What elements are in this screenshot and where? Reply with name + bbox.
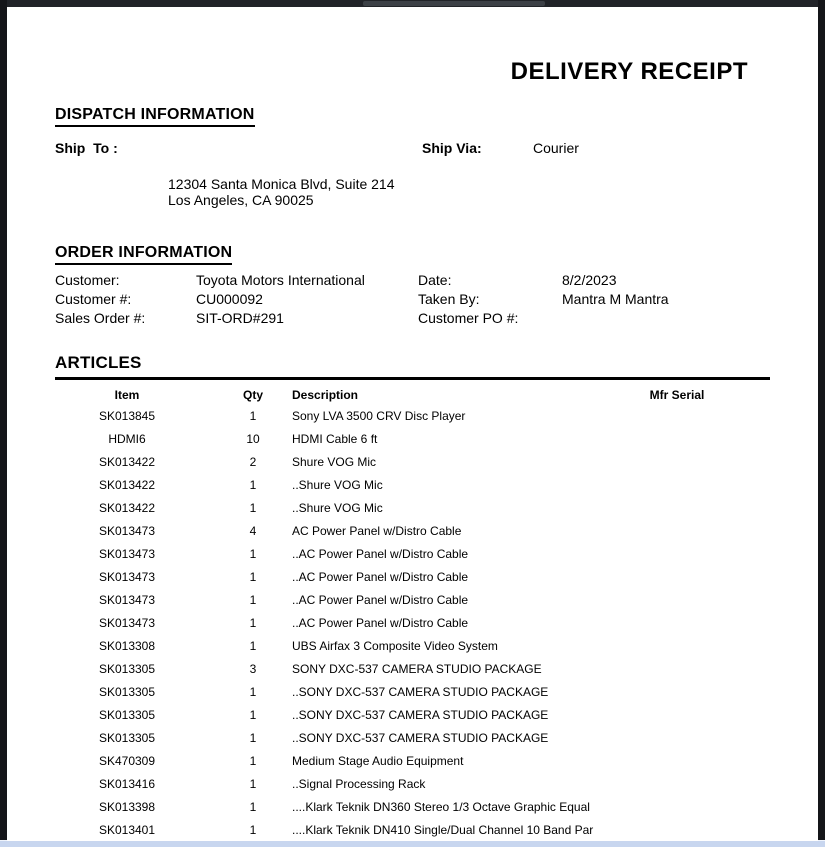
page-title: DELIVERY RECEIPT xyxy=(510,58,748,85)
table-row xyxy=(7,658,818,681)
horizontal-scrollbar-thumb[interactable] xyxy=(363,1,545,6)
ship-via-value: Courier xyxy=(533,140,579,156)
cell-qty: 1 xyxy=(249,639,257,653)
cell-qty: 1 xyxy=(249,777,257,791)
cell-description: ....Klark Teknik DN360 Stereo 1/3 Octave Graphic Equal xyxy=(292,800,590,814)
cell-description: ..Signal Processing Rack xyxy=(292,777,426,791)
taken-by-value: Mantra M Mantra xyxy=(562,291,669,307)
cell-description: Sony LVA 3500 CRV Disc Player xyxy=(292,409,466,423)
address-line-1: 12304 Santa Monica Blvd, Suite 214 xyxy=(168,176,395,192)
table-row xyxy=(7,428,818,451)
order-row-customer-number xyxy=(7,291,818,310)
cell-qty: 4 xyxy=(249,524,257,538)
window-right-border xyxy=(818,0,825,841)
table-row xyxy=(7,750,818,773)
cell-item: SK013305 xyxy=(98,685,156,699)
cell-qty: 10 xyxy=(246,432,260,446)
cell-item: SK013416 xyxy=(98,777,156,791)
cell-item: SK013305 xyxy=(98,731,156,745)
cell-qty: 2 xyxy=(249,455,257,469)
date-label: Date: xyxy=(418,272,452,288)
cell-qty: 1 xyxy=(249,708,257,722)
articles-rows xyxy=(7,405,818,842)
cell-description: ....Klark Teknik DN410 Single/Dual Channel 10 Band Par xyxy=(292,823,594,837)
column-header-description: Description xyxy=(292,388,359,402)
cell-qty: 1 xyxy=(249,593,257,607)
column-header-item: Item xyxy=(114,388,140,402)
table-row xyxy=(7,635,818,658)
cell-description: ..SONY DXC-537 CAMERA STUDIO PACKAGE xyxy=(292,708,549,722)
table-row xyxy=(7,589,818,612)
cell-description: ..Shure VOG Mic xyxy=(292,478,383,492)
table-row xyxy=(7,497,818,520)
cell-description: ..Shure VOG Mic xyxy=(292,501,383,515)
table-row xyxy=(7,773,818,796)
cell-qty: 1 xyxy=(249,478,257,492)
cell-item: SK013422 xyxy=(98,501,156,515)
articles-heading: ARTICLES xyxy=(55,353,142,372)
table-row xyxy=(7,566,818,589)
cell-item: SK013305 xyxy=(98,708,156,722)
cell-qty: 1 xyxy=(249,731,257,745)
articles-table-header xyxy=(7,384,818,407)
cell-qty: 1 xyxy=(249,800,257,814)
order-row-customer xyxy=(7,272,818,291)
cell-description: ..SONY DXC-537 CAMERA STUDIO PACKAGE xyxy=(292,685,549,699)
cell-item: SK013422 xyxy=(98,478,156,492)
taken-by-label: Taken By: xyxy=(418,291,480,307)
cell-item: HDMI6 xyxy=(108,432,146,446)
sales-order-label: Sales Order #: xyxy=(55,310,146,326)
table-row xyxy=(7,451,818,474)
customer-number-label: Customer #: xyxy=(55,291,132,307)
cell-item: SK013473 xyxy=(98,570,156,584)
cell-item: SK013422 xyxy=(98,455,156,469)
customer-number-value: CU000092 xyxy=(196,291,263,307)
table-row xyxy=(7,474,818,497)
cell-item: SK013473 xyxy=(98,593,156,607)
table-row xyxy=(7,543,818,566)
ship-row xyxy=(7,140,818,159)
table-row xyxy=(7,704,818,727)
table-row xyxy=(7,819,818,842)
date-value: 8/2/2023 xyxy=(562,272,617,288)
table-row xyxy=(7,796,818,819)
cell-qty: 1 xyxy=(249,409,257,423)
cell-description: ..AC Power Panel w/Distro Cable xyxy=(292,547,469,561)
delivery-receipt-page xyxy=(7,7,818,841)
cell-qty: 1 xyxy=(249,616,257,630)
cell-qty: 3 xyxy=(249,662,257,676)
window-left-border xyxy=(0,0,7,841)
cell-description: ..AC Power Panel w/Distro Cable xyxy=(292,570,469,584)
cell-qty: 1 xyxy=(249,685,257,699)
cell-description: UBS Airfax 3 Composite Video System xyxy=(292,639,498,653)
ship-to-address xyxy=(168,177,395,208)
table-row xyxy=(7,405,818,428)
cell-item: SK013845 xyxy=(98,409,156,423)
cell-description: Shure VOG Mic xyxy=(292,455,377,469)
cell-description: ..SONY DXC-537 CAMERA STUDIO PACKAGE xyxy=(292,731,549,745)
cell-item: SK013398 xyxy=(98,800,156,814)
cell-description: HDMI Cable 6 ft xyxy=(292,432,378,446)
articles-section-rule xyxy=(55,353,770,380)
cell-description: AC Power Panel w/Distro Cable xyxy=(292,524,462,538)
table-row xyxy=(7,727,818,750)
cell-qty: 1 xyxy=(249,823,257,837)
customer-po-label: Customer PO #: xyxy=(418,310,519,326)
customer-label: Customer: xyxy=(55,272,120,288)
cell-description: ..AC Power Panel w/Distro Cable xyxy=(292,616,469,630)
cell-item: SK013473 xyxy=(98,547,156,561)
horizontal-scrollbar-track[interactable] xyxy=(0,0,825,7)
table-row xyxy=(7,612,818,635)
cell-item: SK013401 xyxy=(98,823,156,837)
cell-description: ..AC Power Panel w/Distro Cable xyxy=(292,593,469,607)
order-information-heading: ORDER INFORMATION xyxy=(55,244,232,265)
cell-description: Medium Stage Audio Equipment xyxy=(292,754,464,768)
column-header-qty: Qty xyxy=(242,388,263,402)
sales-order-value: SIT-ORD#291 xyxy=(196,310,284,326)
cell-item: SK013308 xyxy=(98,639,156,653)
cell-qty: 1 xyxy=(249,501,257,515)
cell-qty: 1 xyxy=(249,754,257,768)
cell-qty: 1 xyxy=(249,547,257,561)
cell-item: SK470309 xyxy=(98,754,156,768)
ship-to-label: Ship To : xyxy=(55,140,118,156)
address-line-2: Los Angeles, CA 90025 xyxy=(168,191,314,208)
cell-description: SONY DXC-537 CAMERA STUDIO PACKAGE xyxy=(292,662,542,676)
cell-item: SK013305 xyxy=(98,662,156,676)
dispatch-information-heading: DISPATCH INFORMATION xyxy=(55,106,255,127)
table-row xyxy=(7,681,818,704)
table-row xyxy=(7,520,818,543)
customer-value: Toyota Motors International xyxy=(196,272,365,288)
column-header-mfr-serial: Mfr Serial xyxy=(649,388,705,402)
ship-via-label: Ship Via: xyxy=(422,140,482,156)
cell-qty: 1 xyxy=(249,570,257,584)
cell-item: SK013473 xyxy=(98,524,156,538)
order-row-sales-order xyxy=(7,310,818,329)
cell-item: SK013473 xyxy=(98,616,156,630)
